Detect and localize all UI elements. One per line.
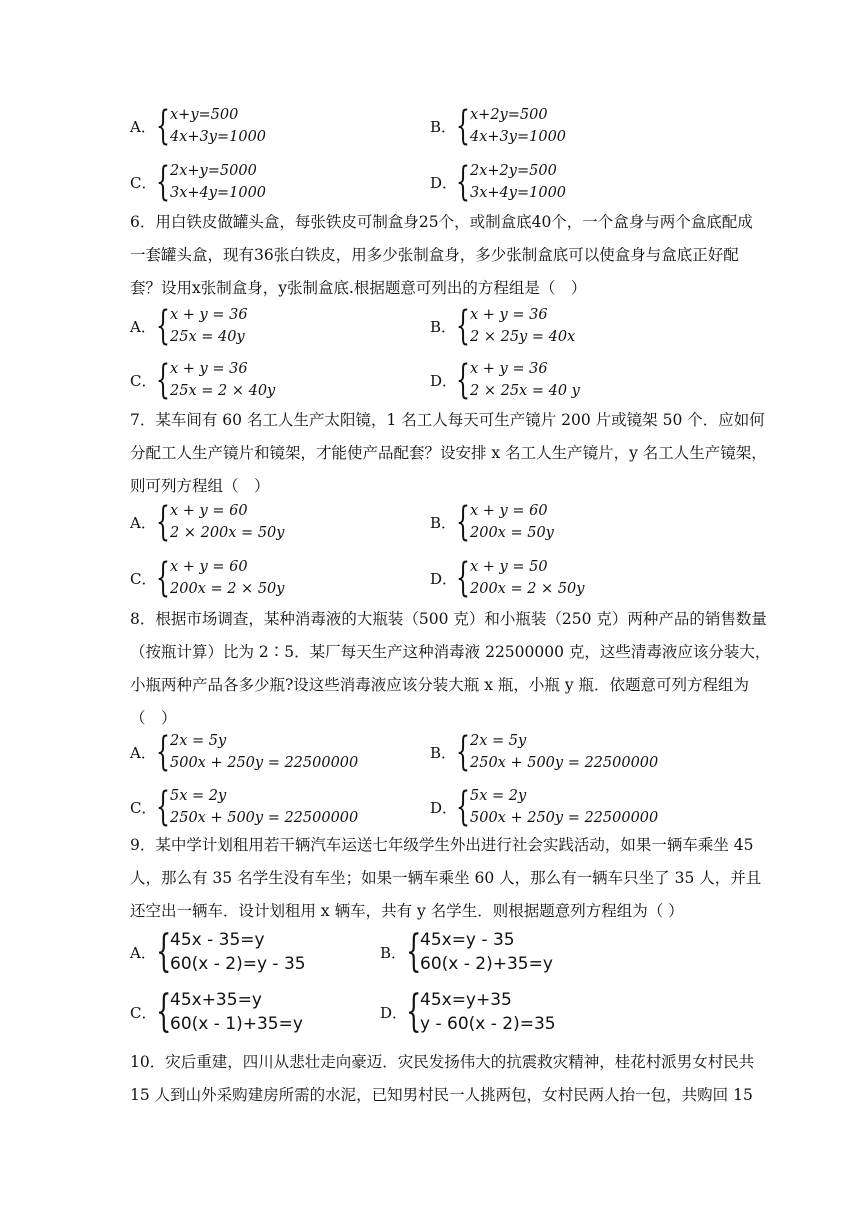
equation-1: x + y = 36 — [470, 307, 548, 323]
brace: { — [156, 555, 170, 601]
q5-option-b[interactable] — [430, 104, 566, 148]
option-label: D． — [430, 798, 458, 817]
equation-system — [156, 500, 284, 544]
question-line: 7．某车间有 60 名工人生产太阳镜，1 名工人每天可生产镜片 200 片或镜架 50 个．应如何 — [130, 411, 765, 429]
equation-1: 45x=y - 35 — [420, 930, 515, 950]
equation-2: 250x + 500y = 22500000 — [170, 810, 359, 826]
brace: { — [456, 784, 470, 830]
option-label: C． — [130, 1003, 157, 1022]
equation-system — [406, 928, 553, 976]
equation-2: 2 × 25x = 40 y — [470, 383, 580, 399]
q8-option-a[interactable] — [130, 730, 358, 774]
equation-1: x + y = 60 — [470, 503, 548, 519]
question-line: 15 人到山外采购建房所需的水泥，已知男村民一人挑两包，女村民两人抬一包，共购回 15 — [130, 1086, 753, 1104]
option-label: B． — [430, 743, 457, 762]
question-8 — [130, 603, 771, 735]
equation-2: 250x + 500y = 22500000 — [470, 755, 659, 771]
q9-option-a[interactable] — [130, 928, 306, 976]
q5-option-c[interactable] — [130, 160, 266, 204]
brace: { — [156, 159, 170, 205]
q9-option-b[interactable] — [380, 928, 553, 976]
question-line: （按瓶计算）比为 2∶5．某厂每天生产这种消毒液 22500000 克，这些清毒液应该分装大， — [130, 643, 771, 661]
q7-option-c[interactable] — [130, 556, 284, 600]
equation-system — [156, 556, 284, 600]
equation-2: 60(x - 2)=y - 35 — [170, 954, 306, 974]
equation-system — [156, 160, 266, 204]
equation-2: 2 × 25y = 40x — [470, 329, 576, 345]
option-label: A． — [130, 317, 156, 336]
option-label: A． — [130, 117, 156, 136]
option-label: D． — [380, 1003, 408, 1022]
question-line: 人，那么有 35 名学生没有车坐；如果一辆车乘坐 60 人，那么有一辆车只坐了 35 人，并且 — [130, 869, 762, 887]
brace: { — [156, 729, 170, 775]
question-10 — [130, 1046, 755, 1112]
equation-2: 60(x - 1)+35=y — [170, 1014, 303, 1034]
question-line: （ ） — [130, 709, 177, 727]
equation-1: 5x = 2y — [170, 788, 227, 804]
question-line: 6．用白铁皮做罐头盒，每张铁皮可制盒身25个，或制盒底40个，一个盒身与两个盒底配成 — [130, 213, 753, 231]
option-label: B． — [430, 117, 457, 136]
equation-system — [156, 928, 306, 976]
question-line: 10．灾后重建，四川从悲壮走向豪迈．灾民发扬伟大的抗震救灾精神，桂花村派男女村民共 — [130, 1053, 755, 1071]
brace: { — [156, 986, 172, 1037]
brace: { — [456, 303, 470, 349]
equation-2: 4x+3y=1000 — [170, 129, 267, 145]
brace: { — [156, 357, 170, 403]
equation-2: y - 60(x - 2)=35 — [420, 1014, 556, 1034]
brace: { — [156, 499, 170, 545]
q6-option-b[interactable] — [430, 304, 575, 348]
equation-2: 200x = 50y — [470, 525, 554, 541]
brace: { — [456, 499, 470, 545]
q7-option-d[interactable] — [430, 556, 584, 600]
equation-2: 200x = 2 × 50y — [470, 581, 585, 597]
question-line: 9．某中学计划租用若干辆汽车运送七年级学生外出进行社会实践活动，如果一辆车乘坐 45 — [130, 836, 754, 854]
equation-2: 3x+4y=1000 — [170, 185, 267, 201]
q6-option-c[interactable] — [130, 358, 275, 402]
equation-system — [406, 988, 556, 1036]
equation-system — [456, 500, 554, 544]
option-label: B． — [430, 317, 457, 336]
q7-option-b[interactable] — [430, 500, 554, 544]
q8-option-b[interactable] — [430, 730, 658, 774]
q5-option-d[interactable] — [430, 160, 566, 204]
brace: { — [156, 926, 172, 977]
q9-option-c[interactable] — [130, 988, 303, 1036]
equation-system — [456, 160, 566, 204]
equation-1: x + y = 50 — [470, 559, 548, 575]
brace: { — [156, 303, 170, 349]
option-label: B． — [380, 943, 407, 962]
brace: { — [406, 986, 422, 1037]
equation-system — [156, 730, 358, 774]
option-label: C． — [130, 371, 157, 390]
equation-1: 2x = 5y — [470, 733, 527, 749]
equation-system — [156, 104, 266, 148]
brace: { — [456, 103, 470, 149]
equation-1: x + y = 60 — [170, 559, 248, 575]
equation-system — [456, 104, 566, 148]
question-7 — [130, 404, 767, 503]
question-6 — [130, 206, 753, 305]
equation-1: 5x = 2y — [470, 788, 527, 804]
brace: { — [456, 729, 470, 775]
option-label: D． — [430, 173, 458, 192]
equation-2: 500x + 250y = 22500000 — [470, 810, 659, 826]
q7-option-a[interactable] — [130, 500, 284, 544]
q5-option-a[interactable] — [130, 104, 266, 148]
equation-1: 45x - 35=y — [170, 930, 265, 950]
equation-1: x + y = 36 — [470, 361, 548, 377]
question-9 — [130, 829, 762, 928]
equation-2: 500x + 250y = 22500000 — [170, 755, 359, 771]
option-label: C． — [130, 569, 157, 588]
brace: { — [456, 555, 470, 601]
q8-option-d[interactable] — [430, 785, 658, 829]
equation-2: 25x = 40y — [170, 329, 245, 345]
equation-2: 4x+3y=1000 — [470, 129, 567, 145]
question-line: 则可列方程组（ ） — [130, 477, 270, 495]
question-line: 分配工人生产镜片和镜架，才能使产品配套？设安排 x 名工人生产镜片，y 名工人生产镜架， — [130, 444, 767, 462]
brace: { — [406, 926, 422, 977]
brace: { — [156, 784, 170, 830]
question-line: 还空出一辆车．设计划租用 x 辆车，共有 y 名学生．则根据题意列方程组为（ ） — [130, 902, 684, 920]
equation-1: x+2y=500 — [470, 107, 548, 123]
equation-system — [156, 304, 248, 348]
equation-1: 45x+35=y — [170, 990, 262, 1010]
equation-system — [156, 988, 303, 1036]
equation-system — [456, 304, 575, 348]
equation-1: 2x+2y=500 — [470, 163, 557, 179]
equation-system — [456, 358, 580, 402]
equation-2: 2 × 200x = 50y — [170, 525, 285, 541]
equation-1: 2x+y=5000 — [170, 163, 257, 179]
option-label: D． — [430, 569, 458, 588]
equation-1: 45x=y+35 — [420, 990, 512, 1010]
equation-1: x + y = 36 — [170, 361, 248, 377]
equation-system — [156, 358, 275, 402]
brace: { — [456, 159, 470, 205]
equation-1: 2x = 5y — [170, 733, 227, 749]
brace: { — [456, 357, 470, 403]
q6-option-a[interactable] — [130, 304, 248, 348]
equation-system — [156, 785, 358, 829]
equation-2: 25x = 2 × 40y — [170, 383, 276, 399]
option-label: C． — [130, 173, 157, 192]
equation-1: x + y = 60 — [170, 503, 248, 519]
equation-1: x + y = 36 — [170, 307, 248, 323]
brace: { — [156, 103, 170, 149]
equation-2: 200x = 2 × 50y — [170, 581, 285, 597]
q9-option-d[interactable] — [380, 988, 556, 1036]
q8-option-c[interactable] — [130, 785, 358, 829]
equation-1: x+y=500 — [170, 107, 239, 123]
option-label: A． — [130, 943, 156, 962]
question-line: 8．根据市场调查，某种消毒液的大瓶装（500 克）和小瓶装（250 克）两种产品的销售数量 — [130, 610, 767, 628]
option-label: D． — [430, 371, 458, 390]
q6-option-d[interactable] — [430, 358, 580, 402]
equation-system — [456, 730, 658, 774]
equation-2: 60(x - 2)+35=y — [420, 954, 553, 974]
option-label: B． — [430, 513, 457, 532]
question-line: 小瓶两种产品各多少瓶?设这些消毒液应该分装大瓶 x 瓶，小瓶 y 瓶．依题意可列方程组为 — [130, 676, 750, 694]
question-line: 套？设用x张制盒身，y张制盒底.根据题意可列出的方程组是（ ） — [130, 279, 587, 297]
option-label: A． — [130, 743, 156, 762]
option-label: A． — [130, 513, 156, 532]
equation-system — [456, 785, 658, 829]
equation-system — [456, 556, 584, 600]
question-line: 一套罐头盒，现有36张白铁皮，用多少张制盒身，多少张制盒底可以使盒身与盒底正好配 — [130, 246, 739, 264]
equation-2: 3x+4y=1000 — [470, 185, 567, 201]
option-label: C． — [130, 798, 157, 817]
